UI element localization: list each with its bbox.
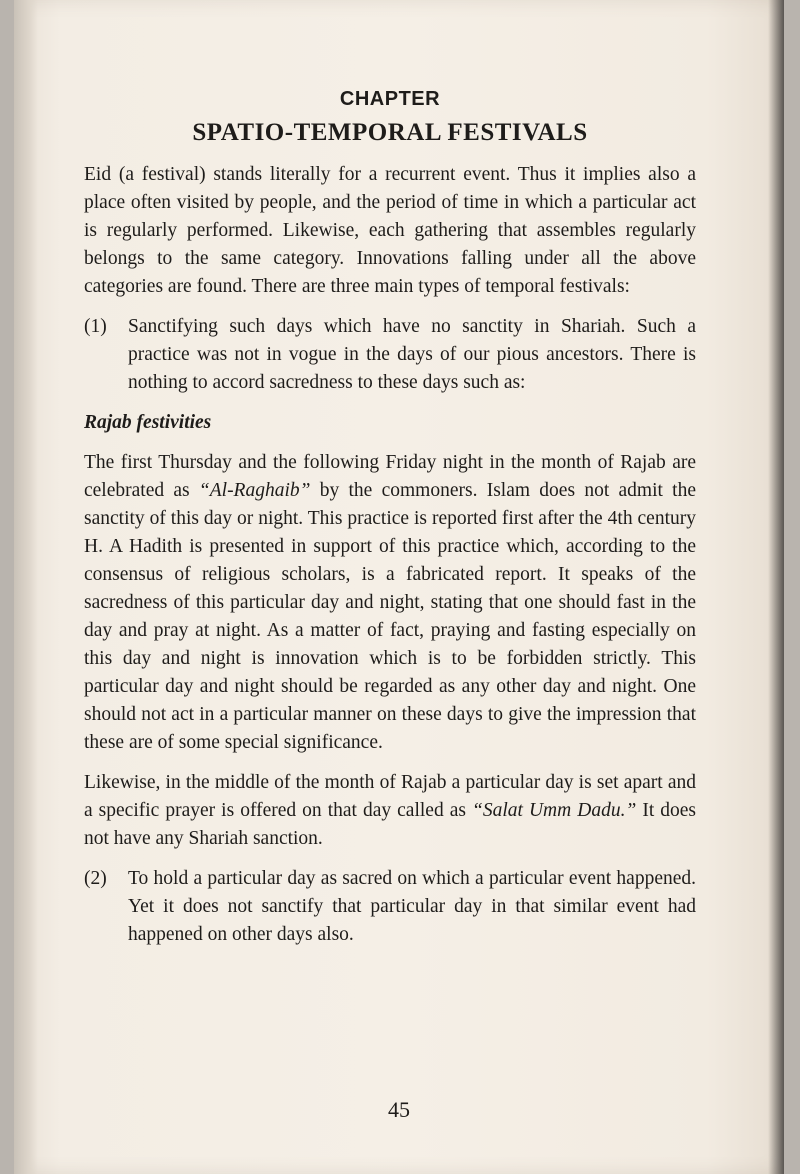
item-text: To hold a particular day as sacred on which a particular event happened. Yet it does not sanctify that particular day in that similar event had happened on other days also. xyxy=(128,868,696,945)
book-page xyxy=(14,0,784,1174)
rajab-paragraph xyxy=(84,449,696,757)
page-number: 45 xyxy=(388,1097,410,1122)
page-content xyxy=(84,88,696,961)
numbered-item-1 xyxy=(84,313,696,397)
rajab-text-end: by the commoners. Islam does not admit the sanctity of this day or night. This practice is reported first after the 4th century H. A Hadith is presented in support of this practice which, according to the consensus of religious scholars, is a fabricated report. It speaks of the sacredness of this particular day and night, stating that one should fast in the day and pray at night. As a matter of fact, praying and fasting especially on this day and night is innovation which is to be forbidden strictly. This particular day and night should be regarded as any other day and night. One should not act in a particular manner on these days to give the impression that these are of some special significance. xyxy=(84,480,696,753)
section-subheading: Rajab festivities xyxy=(84,412,212,433)
page-edge-shadow xyxy=(768,0,784,1174)
numbered-item-2 xyxy=(84,865,696,949)
chapter-label: CHAPTER xyxy=(339,88,441,110)
prayer-term: “Salat Umm Dadu.” xyxy=(472,800,637,821)
item-number: (2) xyxy=(84,868,107,889)
chapter-title: SPATIO-TEMPORAL FESTIVALS xyxy=(192,119,588,146)
likewise-paragraph xyxy=(84,769,696,853)
item-text: Sanctifying such days which have no sanctity in Shariah. Such a practice was not in vogue in the days of our pious ancestors. There is nothing to accord sacredness to these days such as: xyxy=(128,316,696,393)
rajab-text-start: The first Thursday and the following Friday night in the month of Rajab are celebrated as xyxy=(84,452,696,501)
likewise-text-start: Likewise, in the middle of the month of Rajab a particular day is set apart and a specific prayer is offered on that day called as xyxy=(84,772,696,821)
likewise-text-end: It does not have any Shariah sanction. xyxy=(84,800,697,849)
intro-paragraph: Eid (a festival) stands literally for a recurrent event. Thus it implies also a place often visited by people, and the period of time in which a particular act is regularly performed. Likewise, each gathering that assembles regularly belongs to the same category. Innovations falling under all the above categories are found. There are three main types of temporal festivals: xyxy=(84,164,696,297)
item-number: (1) xyxy=(84,316,107,337)
rajab-term: “Al-Raghaib” xyxy=(198,480,311,501)
book-spine-shadow xyxy=(14,0,38,1174)
